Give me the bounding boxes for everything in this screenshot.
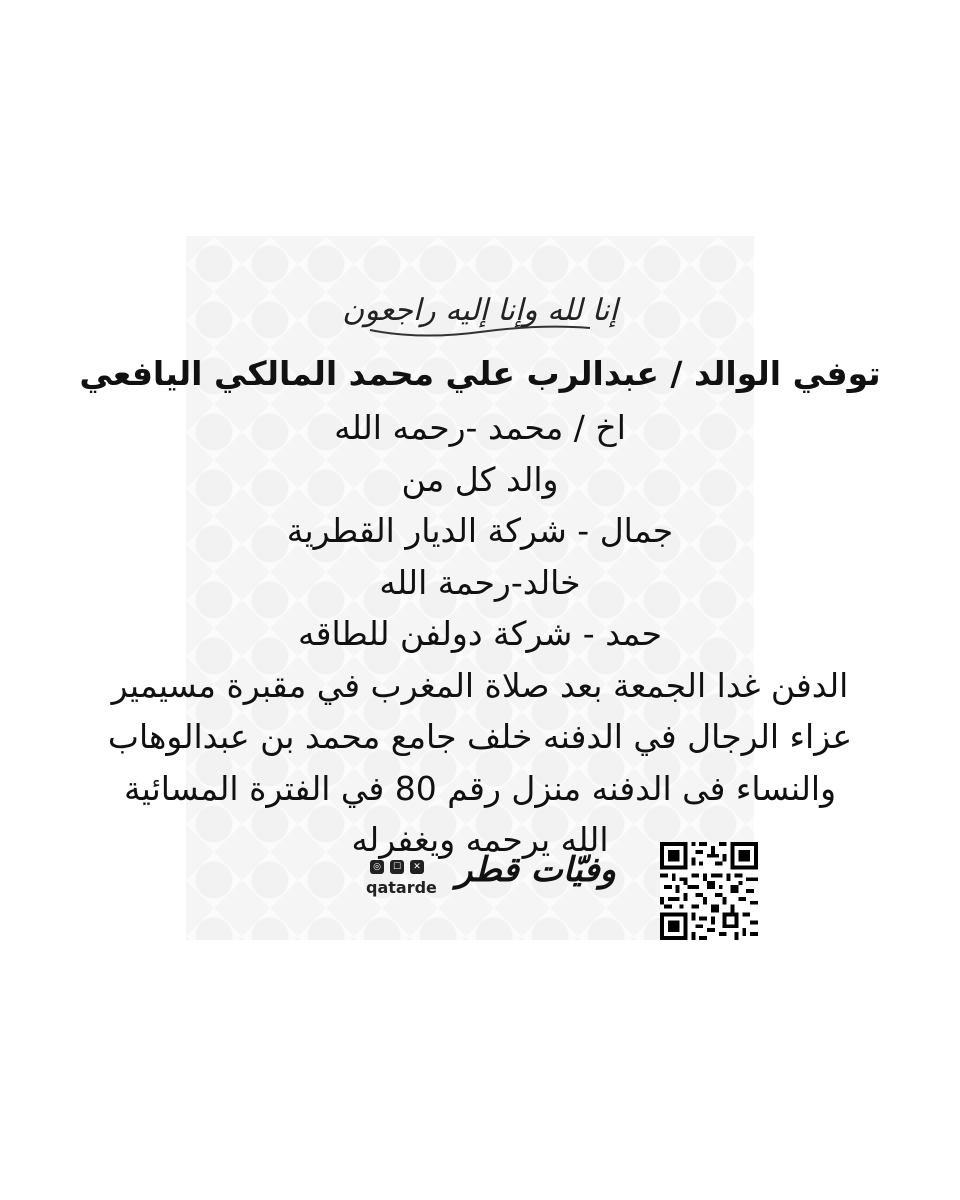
snapchat-icon: ☐ [390, 860, 404, 874]
brand-logo [366, 850, 617, 910]
notice-line: خالد-رحمة الله [379, 562, 581, 602]
x-icon: ✕ [410, 860, 424, 874]
notice-body [60, 346, 900, 866]
notice-line: والد كل من [401, 459, 559, 499]
notice-line: والنساء فى الدفنه منزل رقم 80 في الفترة المسائية [123, 768, 837, 808]
svg-text:إنا لله وإنا إليه راجعون: إنا لله وإنا إليه راجعون [342, 293, 618, 328]
notice-line: الدفن غدا الجمعة بعد صلاة المغرب في مقبرة مسيمير [111, 665, 849, 705]
calligraphy-logo [342, 282, 618, 344]
notice-line: عزاء الرجال في الدفنه خلف جامع محمد بن عبدالوهاب [107, 717, 853, 756]
notice-line: الله يرحمه ويغفرله [351, 820, 609, 859]
notice-line: حمد - شركة دولفن للطاقه [298, 614, 662, 653]
instagram-icon: ◎ [370, 860, 384, 874]
social-handle: qatarde [366, 878, 437, 897]
qr-code[interactable] [660, 842, 758, 940]
notice-line: اخ / محمد -رحمه الله [334, 408, 626, 447]
social-icons [370, 860, 424, 874]
notice-line: جمال - شركة الديار القطرية [286, 511, 674, 550]
brand-name: وفيّات قطر [456, 850, 617, 890]
notice-title: توفي الوالد / عبدالرب علي محمد المالكي اليافعي [79, 354, 881, 393]
